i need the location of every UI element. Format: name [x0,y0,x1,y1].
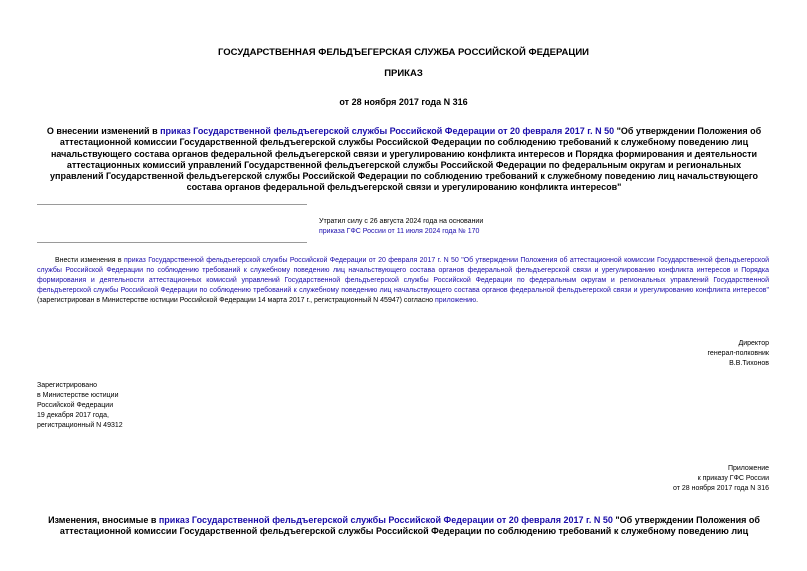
registration-line: в Министерстве юстиции [37,392,119,399]
signature-block [560,339,769,369]
body-suffix: . [476,297,479,305]
registration-line: Российской Федерации [37,402,114,409]
body-order-link[interactable]: приказ Государственной фельдъегерской службы Российской Федерации от 20 февраля 2017 г. N 50 "Об утверждении Положения об аттестационной комиссии Государственной фельдъегерской службы Российской Федерации по соблюдению требований к служебному поведению лиц начальствующего состава органов федеральной фельдъегерской связи и урегулированию конфликта интересов и Порядка формирования и деятельности аттестационных комиссий управлений Государственной фельдъегерской службы Российской Федерации по федеральным округам и региональных управлений Государственной фельдъегерской службы Российской Федерации по соблюдению требований к служебному поведению лиц начальствующего состава органов федеральной фельдъегерской связи и урегулированию конфликта интересов" [37,257,769,295]
body-middle: (зарегистрирован в Министерстве юстиции Российской Федерации 14 марта 2017 г., регистрационный N 45947) согласно [37,297,435,305]
title-rest: "Об утверждении Положения об аттестационной комиссии Государственной фельдъегерской службы Российской Федерации по соблюдению требований к служебному поведению лиц начальствующего состава органов федеральной фельдъегерской связи и урегулированию конфликта интересов и Порядка формирования и деятельности аттестационных комиссий управлений Государственной фельдъегерской службы Российской Федерации по федеральным округам и региональных управлений Государственной фельдъегерской службы Российской Федерации по соблюдению требований к служебному поведению лиц начальствующего состава органов федеральной фельдъегерской связи и урегулированию конфликта интересов" [50,126,762,193]
changes-rest: "Об утверждении Положения об аттестационной комиссии Государственной фельдъегерской службы Российской Федерации по соблюдению требований к служебному поведению лиц [59,515,760,537]
registration-line: Зарегистрировано [37,382,97,389]
changes-title [40,515,768,538]
title-order-link[interactable]: приказ Государственной фельдъегерской службы Российской Федерации от 20 февраля 2017 г. N 50 [160,126,615,136]
changes-order-link[interactable]: приказ Государственной фельдъегерской службы Российской Федерации от 20 февраля 2017 г. N 50 [158,515,613,525]
title-prefix: О внесении изменений в [46,126,161,136]
appendix-date: от 28 ноября 2017 года N 316 [673,485,769,492]
appendix-header [520,464,769,494]
appendix-order: к приказу ГФС России [697,475,769,482]
lost-force-link[interactable]: приказа ГФС России от 11 июля 2024 года № 170 [319,228,480,235]
registration-line: 19 декабря 2017 года, [37,412,109,419]
lost-force-text: Утратил силу с 26 августа 2024 года на основании [319,218,484,225]
changes-prefix: Изменения, вносимые в [48,515,159,525]
divider-bottom [37,242,307,243]
registration-line: регистрационный N 49312 [37,422,123,429]
appendix-link[interactable]: приложению [434,297,477,305]
document-title [40,126,768,194]
divider-top [37,204,307,205]
body-paragraph [37,256,769,306]
signature-position: Директор [738,340,769,347]
signature-rank: генерал-полковник [707,350,769,357]
body-prefix: Внести изменения в [55,257,125,264]
organization-title: ГОСУДАРСТВЕННАЯ ФЕЛЬДЪЕГЕРСКАЯ СЛУЖБА РОССИЙСКОЙ ФЕДЕРАЦИИ [218,47,589,58]
signature-name: В.В.Тихонов [729,360,769,367]
document-date: от 28 ноября 2017 года N 316 [339,97,468,107]
appendix-label: Приложение [727,465,769,472]
document-type: ПРИКАЗ [384,68,423,79]
lost-force-note [319,217,769,237]
registration-block [37,381,237,431]
